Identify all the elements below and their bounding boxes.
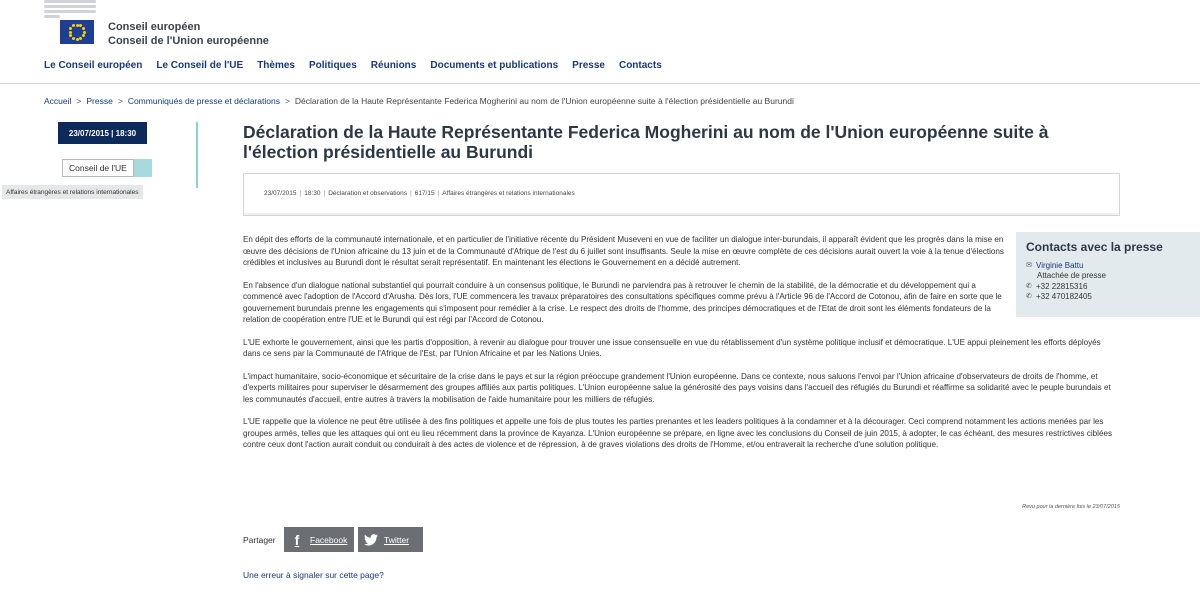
eu-flag-icon bbox=[60, 20, 94, 44]
twitter-icon bbox=[358, 534, 384, 546]
institution-tag[interactable] bbox=[62, 159, 152, 177]
article-meta bbox=[264, 190, 575, 197]
meta-date: 23/07/2015 bbox=[264, 190, 297, 197]
breadcrumb-home[interactable]: Accueil bbox=[44, 96, 72, 106]
contact-phone2: +32 470182405 bbox=[1036, 291, 1092, 301]
org-name[interactable] bbox=[108, 20, 269, 48]
article-paragraph-1: En dépit des efforts de la communauté internationale, et en particulier de l'initiative récente du Président Museveni en vue de faciliter un dialogue inter-burundais, il apparaît évident que les progrès dans la mise en œuvre des décisions de l'Union africaine du 13 juin et de la Communauté d'Afrique de l'est du 6 juillet sont insuffisants. Seule la mise en œuvre complète de ces décisions aurait ouvert la voie à la tenue d'élections crédibles et inclusives au Burundi dont le résultat serait représentatif. En maintenant les élections le Gouvernement en a décidé autrement. bbox=[243, 235, 1004, 267]
twitter-label: Twitter bbox=[384, 534, 410, 545]
share-label: Partager bbox=[243, 535, 276, 545]
date-badge: 23/07/2015 | 18:30 bbox=[58, 122, 147, 144]
breadcrumb-current: Déclaration de la Haute Représentante Federica Mogherini au nom de l'Union européenne suite à l'élection présidentielle au Burundi bbox=[294, 96, 794, 106]
theme-tag[interactable]: Affaires étrangères et relations internationales bbox=[2, 185, 143, 199]
breadcrumb-press-releases[interactable]: Communiqués de presse et déclarations bbox=[127, 96, 280, 106]
last-revised: Revu pour la dernière fois le 23/07/2015 bbox=[1022, 504, 1120, 510]
org-name-line2: Conseil de l'Union européenne bbox=[108, 35, 269, 47]
flag-star bbox=[72, 37, 75, 40]
contact-phone1: +32 22815316 bbox=[1036, 281, 1088, 291]
logo-stripe bbox=[44, 5, 96, 8]
report-error-link[interactable]: Une erreur à signaler sur cette page? bbox=[243, 570, 384, 580]
nav-divider bbox=[0, 83, 1200, 84]
flag-star bbox=[79, 37, 82, 40]
logo-stripe bbox=[44, 0, 96, 3]
phone-icon: ✆ bbox=[1026, 292, 1032, 300]
nav-contacts[interactable]: Contacts bbox=[618, 60, 662, 71]
press-contacts-title: Contacts avec la presse bbox=[1026, 240, 1163, 254]
meta-time: 18:30 bbox=[304, 190, 321, 197]
breadcrumb-press[interactable]: Presse bbox=[86, 96, 113, 106]
flag-star bbox=[82, 27, 85, 30]
article-paragraph-2: En l'absence d'un dialogue national substantiel qui pourrait conduire à un consensus politique, le Burundi ne parviendra pas à retrouver le chemin de la stabilité, de la démocratie et du développement qui a commencé avec l'adoption de l'Accord d'Arusha. Dès lors, l'UE commencera les travaux préparatoires des consultations spécifiques comme prévu à l'Article 96 de l'Accord de Cotonou, afin de faire en sorte que le gouvernement burundais prenne les engagements qui s'imposent pour remédier à la crise. Le respect des droits de l'homme, des principes démocratiques et de l'Etat de droit sont les éléments fondateurs de la relation de coopération entre l'UE et le Burundi qui est régi par l'Accord de Cotonou. bbox=[243, 280, 1002, 324]
meta-type: Déclaration et observations bbox=[328, 190, 407, 197]
eu-council-logo[interactable] bbox=[44, 0, 96, 44]
logo-stripe bbox=[44, 15, 60, 18]
contact-name-row bbox=[1026, 261, 1190, 271]
facebook-label: Facebook bbox=[310, 534, 348, 545]
nav-documents[interactable]: Documents et publications bbox=[430, 60, 559, 71]
flag-star bbox=[82, 34, 85, 37]
flag-star bbox=[72, 24, 75, 27]
contact-phone1-row bbox=[1026, 282, 1190, 292]
institution-tag-swatch bbox=[134, 159, 152, 177]
meta-divider: | bbox=[323, 190, 326, 197]
flag-star bbox=[76, 38, 79, 41]
contact-role: Attachée de presse bbox=[1037, 271, 1106, 281]
nav-meetings[interactable]: Réunions bbox=[370, 60, 417, 71]
twitter-share-button[interactable] bbox=[358, 527, 423, 552]
institution-tag-label: Conseil de l'UE bbox=[62, 159, 134, 177]
contact-phone2-row bbox=[1026, 292, 1190, 302]
contact-name-link[interactable]: Virginie Battu bbox=[1036, 261, 1084, 270]
flag-star bbox=[69, 27, 72, 30]
sidebar-accent-line bbox=[196, 122, 198, 188]
breadcrumb-separator: > bbox=[284, 96, 290, 106]
breadcrumb-separator: > bbox=[117, 96, 123, 106]
nav-press[interactable]: Presse bbox=[572, 60, 605, 71]
page-title: Déclaration de la Haute Représentante Federica Mogherini au nom de l'Union européenne suite à l'élection présidentielle au Burundi bbox=[243, 122, 1049, 162]
main-nav bbox=[44, 60, 676, 71]
meta-theme: Affaires étrangères et relations internationales bbox=[442, 190, 575, 197]
nav-european-council[interactable]: Le Conseil européen bbox=[44, 60, 143, 71]
press-contacts-panel bbox=[1016, 232, 1200, 317]
flag-star bbox=[69, 31, 72, 34]
breadcrumb-separator: > bbox=[76, 96, 82, 106]
phone-icon: ✆ bbox=[1026, 282, 1032, 290]
article-paragraph-5: L'UE rappelle que la violence ne peut être utilisée à des fins politiques et appelle une fois de plus toutes les parties prenantes et les leaders politiques à la condamner et à la décourager. Ceci comprend notamment les actions menées par les groupes armés, telles que les attaques qui ont eu lieu récemment dans la province de Kayanza. L'Union européenne se prépare, en ligne avec les conclusions du Conseil de juin 2015, à adopter, le cas échéant, des mesures restrictives ciblées contre ceux dont l'action aurait conduit ou conduirait à des actes de violence et de répression, à de graves violations des droits de l'Homme, et/ou entraverait la recherche d'une solution politique. bbox=[243, 417, 1112, 449]
meta-number: 617/15 bbox=[414, 190, 435, 197]
article-paragraph-3: L'UE exhorte le gouvernement, ainsi que les partis d'opposition, à revenir au dialogue pour trouver une issue consensuelle en vue du rétablissement d'un système politique inclusif et démocratique. L'UE appui pleinement les efforts déployés dans ce sens par la Communauté de l'Afrique de l'Est, par l'Union Africaine et par les Nations Unies. bbox=[243, 337, 1101, 358]
facebook-share-button[interactable] bbox=[284, 527, 354, 552]
article-paragraph-4: L'impact humanitaire, socio-économique et sécuritaire de la crise dans le pays et sur la région préoccupe grandement l'Union européenne. Dans ce contexte, nous saluons l'envoi par l'Union africaine d'observateurs de droits de l'homme, et d'experts militaires pour superviser le désarmement des groupes affiliés aux partis politiques. L'Union européenne salue la générosité des pays voisins dans l'accueil des réfugiés du Burundi et réaffirme sa solidarité avec le peuple burundais et les communautés d'accueil, entre autres à travers la mobilisation de l'aide humanitaire pour les milliers de réfugiés. bbox=[243, 371, 1111, 404]
nav-council-eu[interactable]: Le Conseil de l'UE bbox=[156, 60, 244, 71]
facebook-icon: f bbox=[294, 531, 300, 548]
nav-policies[interactable]: Politiques bbox=[309, 60, 357, 71]
meta-divider: | bbox=[299, 190, 302, 197]
org-name-line1: Conseil européen bbox=[108, 21, 201, 33]
logo-stripe bbox=[44, 10, 96, 13]
meta-divider: | bbox=[437, 190, 440, 197]
envelope-icon: ✉ bbox=[1026, 262, 1032, 269]
nav-themes[interactable]: Thèmes bbox=[257, 60, 295, 71]
meta-divider: | bbox=[410, 190, 412, 197]
breadcrumb bbox=[44, 96, 794, 106]
